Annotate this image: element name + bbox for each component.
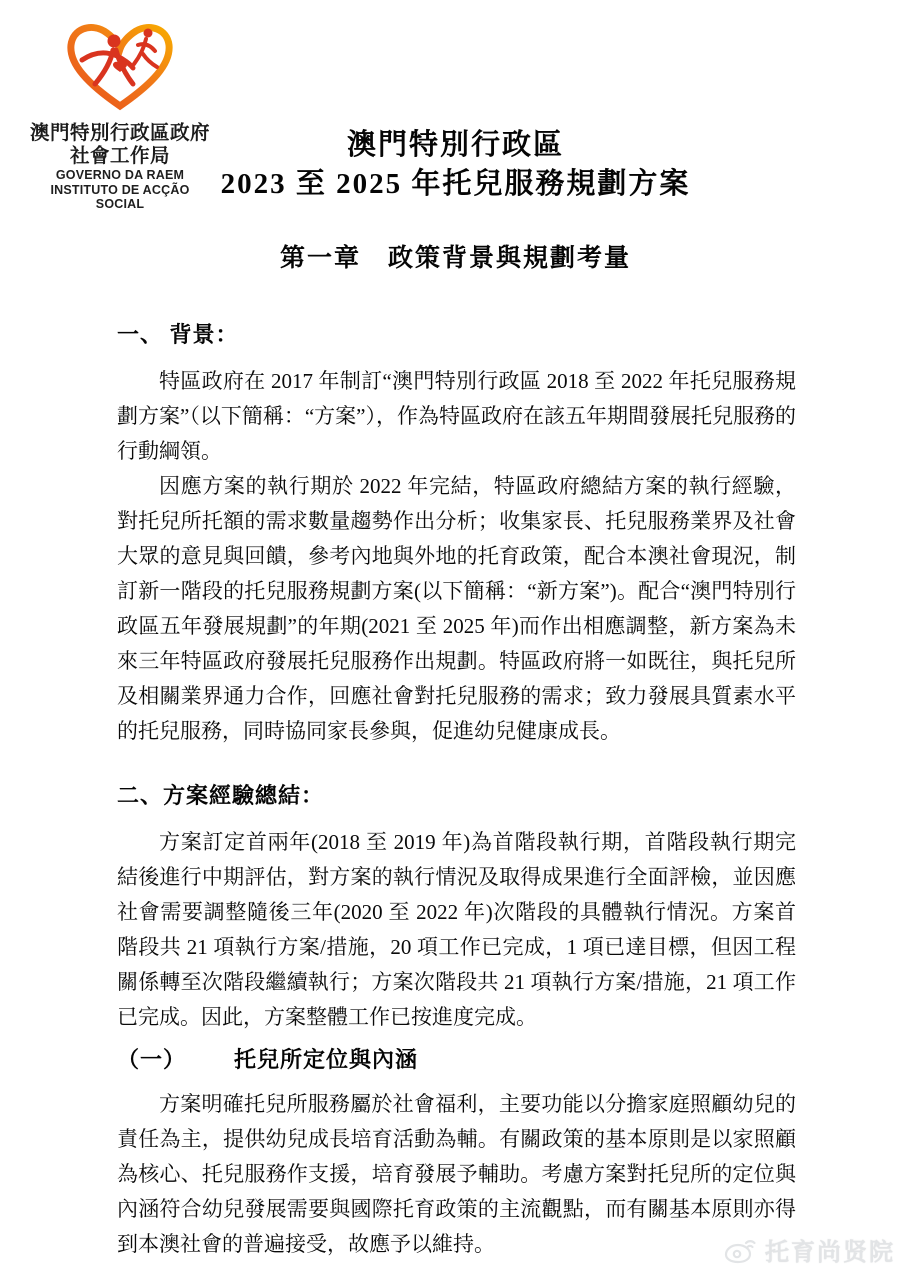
agency-name-pt-line2: INSTITUTO DE ACÇÃO SOCIAL bbox=[50, 182, 190, 211]
watermark-text: 托育尚贤院 bbox=[765, 1239, 895, 1266]
document-body bbox=[117, 320, 796, 1262]
subsection-1-title: 托兒所定位與內涵 bbox=[234, 1047, 419, 1072]
agency-name-pt-line1: GOVERNO DA RAEM bbox=[55, 168, 185, 182]
document-title-line2: 2023 至 2025 年托兒服務規劃方案 bbox=[220, 168, 691, 200]
subsection-1-marker: （一） bbox=[117, 1047, 187, 1072]
paragraph: 方案明確托兒所服務屬於社會福利，主要功能以分擔家庭照顧幼兒的責任為主，提供幼兒成長培育活動為輔。有關政策的基本原則是以家照顧為核心、托兒服務作支援，培育發展予輔助。考慮方案對托兒所的定位與內涵符合幼兒發展需要與國際托育政策的主流觀點，而有關基本原則亦得到本澳社會的普遍接受，故應予以維持。 bbox=[117, 1092, 796, 1256]
section-background bbox=[117, 320, 796, 749]
section-1-heading: 一、 背景： bbox=[117, 322, 239, 347]
watermark bbox=[724, 1232, 895, 1267]
agency-name-zh-line2: 社會工作局 bbox=[69, 145, 170, 167]
paragraph: 因應方案的執行期於 2022 年完結，特區政府總結方案的執行經驗，對托兒所托額的需求數量趨勢作出分析；收集家長、托兒服務業界及社會大眾的意見與回饋，參考內地與外地的托育政策，配合本澳社會現況，制訂新一階段的托兒服務規劃方案(以下簡稱：“新方案”)。配合“澳門特別行政區五年發展規劃”的年期(2021 至 2025 年)而作出相應調整，新方案為未來三年特區政府發展托兒服務作出規劃。特區政府將一如既往，與托兒所及相關業界通力合作，回應社會對托兒服務的需求；致力發展具質素水平的托兒服務，同時協同家長參與，促進幼兒健康成長。 bbox=[117, 474, 796, 743]
agency-name-zh-line1: 澳門特別行政區政府 bbox=[29, 122, 210, 144]
paragraph: 特區政府在 2017 年制訂“澳門特別行政區 2018 至 2022 年托兒服務規劃方案”（以下簡稱：“方案”），作為特區政府在該五年期間發展托兒服務的行動綱領。 bbox=[117, 369, 796, 463]
weibo-logo-icon bbox=[724, 1236, 758, 1264]
section-2-heading: 二、方案經驗總結： bbox=[117, 783, 325, 808]
paragraph: 方案訂定首兩年(2018 至 2019 年)為首階段執行期，首階段執行期完結後進行中期評估，對方案的執行情況及取得成果進行全面評檢，並因應社會需要調整隨後三年(2020 至 2022 年)次階段的具體執行情況。方案首階段共 21 項執行方案/措施，20 項工作已完成，1 項已達目標，但因工程關係轉至次階段繼續執行；方案次階段共 21 項執行方案/措施，21 項工作已完成。因此，方案整體工作已按進度完成。 bbox=[117, 830, 796, 1029]
chapter-heading: 第一章 政策背景與規劃考量 bbox=[279, 245, 631, 272]
agency-heart-logo-icon bbox=[58, 14, 182, 114]
section-experience-summary bbox=[117, 781, 796, 1262]
subsection-1-heading bbox=[117, 1045, 796, 1075]
document-title bbox=[0, 126, 911, 204]
document-title-line1: 澳門特別行政區 bbox=[346, 129, 564, 161]
